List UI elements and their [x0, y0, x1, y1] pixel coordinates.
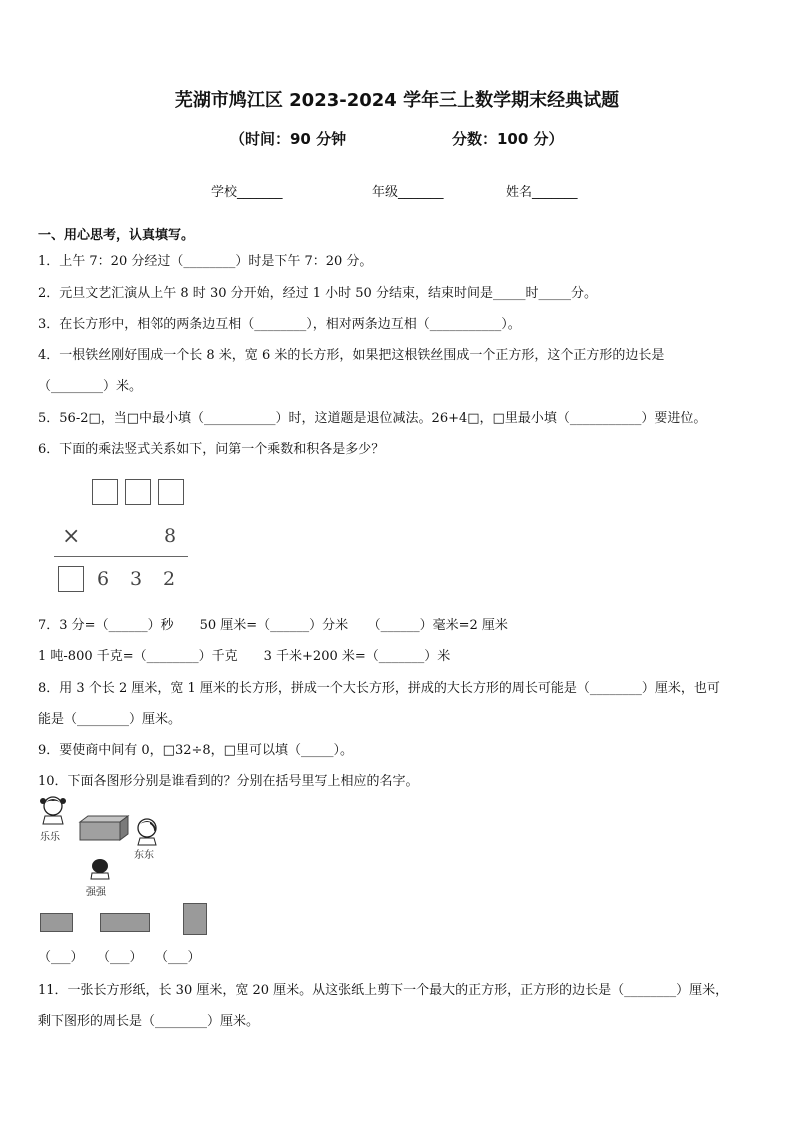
question-11-line1: 11．一张长方形纸，长 30 厘米，宽 20 厘米。从这张纸上剪下一个最大的正方形，正方形的边长是（________）厘米，	[38, 983, 729, 998]
label-lele: 乐乐	[40, 832, 60, 843]
school-field: 学校_______	[211, 185, 283, 200]
question-6: 6．下面的乘法竖式关系如下，问第一个乘数和积各是多少？	[38, 442, 385, 457]
digit-box	[158, 479, 184, 505]
question-4-line2: （________）米。	[38, 379, 143, 394]
digit-box	[92, 479, 118, 505]
digit-box	[58, 566, 84, 592]
question-10: 10．下面各图形分别是谁看到的？分别在括号里写上相应的名字。	[38, 774, 419, 789]
digit-box	[125, 479, 151, 505]
answer-blank-1[interactable]: （___）	[38, 950, 84, 965]
question-11-line2: 剩下图形的周长是（________）厘米。	[38, 1014, 260, 1029]
view-tall-rect-shape	[183, 903, 207, 935]
label-qiangqiang: 强强	[86, 887, 106, 898]
label-dongdong: 东东	[134, 850, 154, 861]
question-2: 2．元旦文艺汇演从上午 8 时 30 分开始，经过 1 小时 50 分结束，结束时间是_____时_____分。	[38, 286, 597, 301]
product-digit: 2	[163, 568, 176, 590]
exam-score: 分数：100 分）	[452, 130, 564, 148]
question-7-line1: 7．3 分=（______）秒 50 厘米=（______）分米 （______）毫米=2 厘米	[38, 618, 508, 633]
times-sign: ×	[62, 524, 81, 549]
question-7-line2: 1 吨-800 千克=（________）千克 3 千米+200 米=（_______）米	[38, 649, 451, 664]
section-heading: 一、用心思考，认真填写。	[38, 228, 195, 243]
view-wide-rect-shape	[100, 913, 150, 932]
child-dongdong-icon	[134, 816, 162, 846]
grade-field: 年级_______	[372, 185, 444, 200]
result-line	[54, 556, 188, 557]
name-field: 姓名_______	[506, 185, 578, 200]
product-digit: 6	[97, 568, 110, 590]
question-9: 9．要使商中间有 0，□32÷8，□里可以填（_____）。	[38, 743, 353, 758]
question-3: 3．在长方形中，相邻的两条边互相（________），相对两条边互相（___________）。	[38, 317, 521, 332]
exam-time: （时间：90 分钟	[230, 130, 347, 148]
product-digit: 3	[130, 568, 143, 590]
multiplier-digit: 8	[164, 525, 177, 547]
view-square-shape	[40, 913, 73, 932]
question-8-line2: 能是（________）厘米。	[38, 712, 182, 727]
child-lele-icon	[36, 792, 70, 826]
answer-blank-2[interactable]: （___）	[97, 950, 143, 965]
child-qiangqiang-icon	[88, 857, 112, 881]
question-4-line1: 4．一根铁丝刚好围成一个长 8 米，宽 6 米的长方形，如果把这根铁丝围成一个正方形，这个正方形的边长是	[38, 348, 665, 363]
question-1: 1．上午 7：20 分经过（________）时是下午 7：20 分。	[38, 254, 373, 269]
answer-blank-3[interactable]: （___）	[155, 950, 201, 965]
question-8-line1: 8．用 3 个长 2 厘米，宽 1 厘米的长方形，拼成一个大长方形，拼成的大长方形的周长可能是（________）厘米，也可	[38, 681, 720, 696]
page-title: 芜湖市鸠江区 2023-2024 学年三上数学期末经典试题	[174, 90, 620, 111]
question-5: 5．56-2□，当□中最小填（___________）时，这道题是退位减法。26+4□，□里最小填（___________）要进位。	[38, 411, 707, 426]
cuboid-shape	[78, 814, 130, 842]
